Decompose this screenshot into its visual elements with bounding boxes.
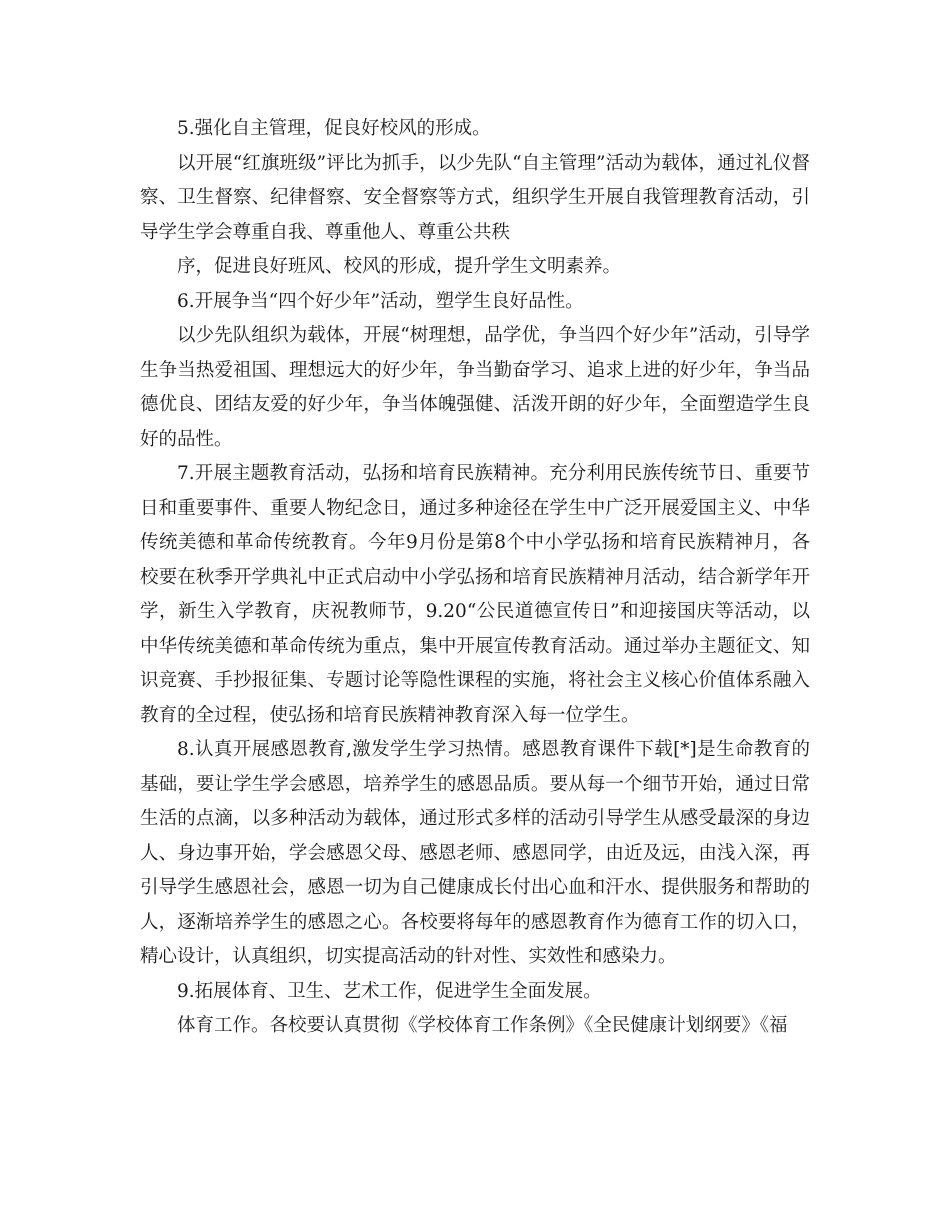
paragraph-heading-5: 5.强化自主管理，促良好校风的形成。 — [177, 118, 491, 139]
paragraph-heading-7-theme-education: 7.开展主题教育活动，弘扬和培育民族精神。充分利用民族传统节日、重要节日和重要事件、重要人物纪念日，通过多种途径在学生中广泛开展爱国主义、中华传统美德和革命传统教育。今年9月份是第8个中小学弘扬和培育民族精神月，各校要在秋季开学典礼中正式启动中小学弘扬和培育民族精神月活动，结合新学年开学，新生入学教育，庆祝教师节，9.20“公民道德宣传日”和迎接国庆等活动，以中华传统美德和革命传统为重点，集中开展宣传教育活动。通过举办主题征文、知识竞赛、手抄报征集、专题讨论等隐性课程的实施，将社会主义核心价值体系融入教育的全过程，使弘扬和培育民族精神教育深入每一位学生。 — [140, 463, 810, 726]
paragraph-self-management: 以开展“红旗班级”评比为抓手，以少先队“自主管理”活动为载体，通过礼仪督察、卫生督察、纪律督察、安全督察等方式，组织学生开展自我管理教育活动，引导学生学会尊重自我、尊重他人、尊重公共秩 — [140, 152, 810, 243]
paragraph-heading-9: 9.拓展体育、卫生、艺术工作，促进学生全面发展。 — [177, 980, 602, 1002]
paragraph-sports-work: 体育工作。各校要认真贯彻《学校体育工作条例》《全民健康计划纲要》《福 — [177, 1015, 788, 1036]
paragraph-four-good-youth: 以少先队组织为载体，开展“树理想，品学优，争当四个好少年”活动，引导学生争当热爱祖国、理想远大的好少年，争当勤奋学习、追求上进的好少年，争当品德优良、团结友爱的好少年，争当体魄强健、活泼开朗的好少年，全面塑造学生良好的品性。 — [140, 325, 810, 450]
paragraph-heading-6: 6.开展争当“四个好少年”活动，塑学生良好品性。 — [177, 290, 584, 312]
document-page — [140, 112, 810, 1044]
paragraph-self-management-continued: 序，促进良好班风、校风的形成，提升学生文明素养。 — [177, 256, 622, 277]
paragraph-heading-8-gratitude-education: 8.认真开展感恩教育,激发学生学习热情。感恩教育课件下载[*]是生命教育的基础，要让学生学会感恩，培养学生的感恩品质。要从每一个细节开始，通过日常生活的点滴，以多种活动为载体，通过形式多样的活动引导学生从感受最深的身边人、身边事开始，学会感恩父母、感恩老师、感恩同学，由近及远，由浅入深，再引导学生感恩社会，感恩一切为自己健康成长付出心血和汗水、提供服务和帮助的人，逐渐培养学生的感恩之心。各校要将每年的感恩教育作为德育工作的切入口，精心设计，认真组织，切实提高活动的针对性、实效性和感染力。 — [140, 739, 810, 967]
